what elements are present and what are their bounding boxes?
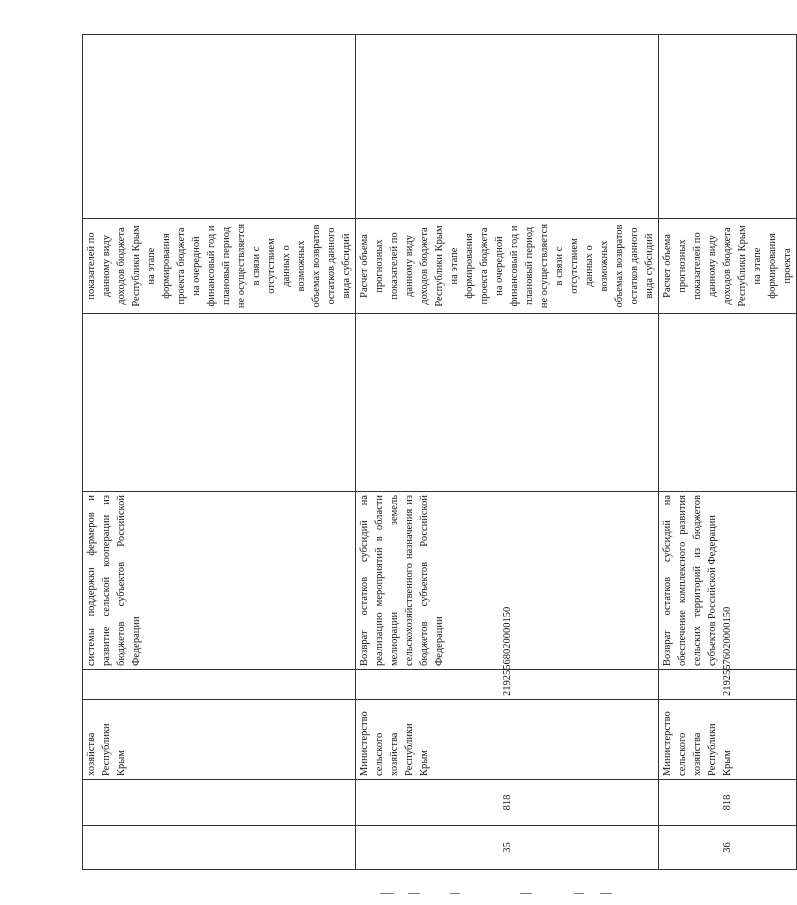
scan-mark	[520, 893, 532, 894]
revenue-name: Возврат остатков субсидий на реализацию мероприятий в области мелиорации земель сельскохозяйственного назначения из бюджетов субъектов Российской Федерации	[356, 492, 659, 670]
revenue-name: Возврат остатков субсидий на обеспечение комплексного развития сельских территорий из бюджетов субъектов Российской Федерации	[659, 492, 797, 670]
kbk-code: 21925576020000150	[659, 670, 797, 700]
extra-cell	[356, 35, 659, 219]
row-number	[83, 826, 356, 870]
scan-mark	[380, 893, 394, 894]
calculation-method	[659, 314, 797, 492]
table-row	[83, 35, 356, 870]
administrator-name: хозяйства Республики Крым	[83, 700, 356, 780]
gad-code: 818	[356, 780, 659, 826]
scan-mark	[450, 893, 460, 894]
revenue-table	[82, 34, 797, 870]
scan-mark	[574, 893, 584, 894]
extra-cell	[659, 35, 797, 219]
table-row	[659, 35, 797, 870]
gad-code: 818	[659, 780, 797, 826]
row-number: 36	[659, 826, 797, 870]
kbk-code	[83, 670, 356, 700]
revenue-name: системы поддержки фермеров и развитие сельской кооперации из бюджетов субъектов Российской Федерации	[83, 492, 356, 670]
scan-mark	[600, 893, 612, 894]
rotated-table-container	[82, 35, 793, 870]
administrator-name: Министерство сельского хозяйства Республики Крым	[356, 700, 659, 780]
calculation-method	[83, 314, 356, 492]
extra-cell	[83, 35, 356, 219]
gad-code	[83, 780, 356, 826]
table-row	[356, 35, 659, 870]
scan-mark	[408, 893, 420, 894]
row-number: 35	[356, 826, 659, 870]
kbk-code: 21925568020000150	[356, 670, 659, 700]
administrator-name: Министерство сельского хозяйства Республики Крым	[659, 700, 797, 780]
forecast-description: Расчет объема прогнозных показателей по данному виду доходов бюджета Республики Крым на этапе формирования проекта бюджета на очередной финансовый год и плановый период не осуществляется в связи с отсутствием данных о возможных объемах возвратов остатков данного вида субсидий	[356, 219, 659, 314]
scan-artifacts	[0, 893, 640, 899]
forecast-description: Расчет объема прогнозных показателей по данному виду доходов бюджета Республики Крым на этапе формирования проекта	[659, 219, 797, 314]
forecast-description: показателей по данному виду доходов бюджета Республики Крым на этапе формирования проекта бюджета на очередной финансовый год и плановый период не осуществляется в связи с отсутствием данных о возможных объемах возвратов остатков данного вида субсидий	[83, 219, 356, 314]
calculation-method	[356, 314, 659, 492]
